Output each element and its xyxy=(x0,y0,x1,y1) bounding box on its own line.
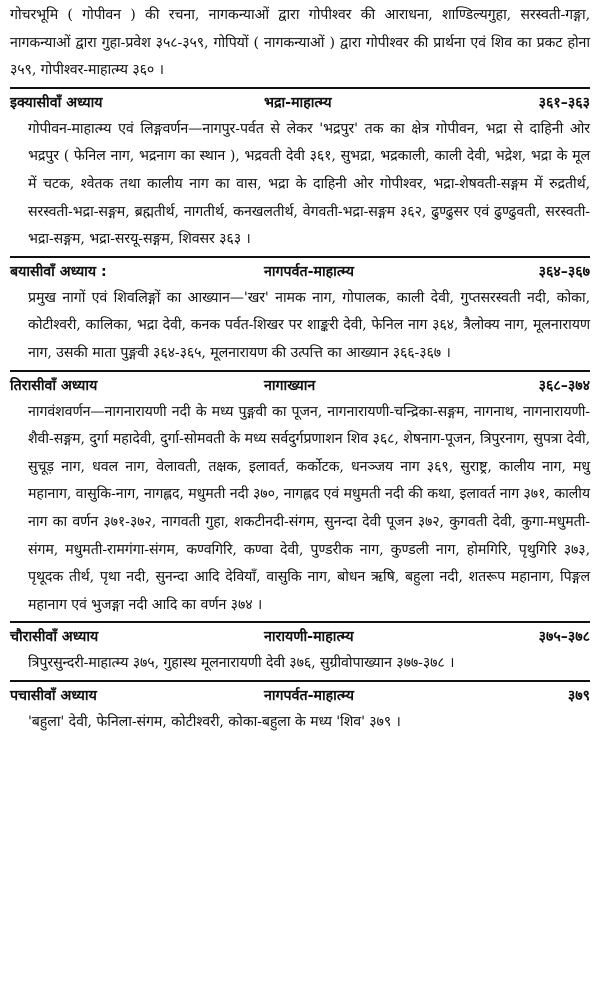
chapter-page-range: ३७५–३७८ xyxy=(538,629,590,646)
chapter-page-range: ३६४–३६७ xyxy=(538,263,590,280)
chapter-heading xyxy=(10,89,590,116)
chapter-summary: गोपीवन-माहात्म्य एवं लिङ्गवर्णन—नागपुर-पर्वत से लेकर 'भद्रपुर' तक का क्षेत्र गोपीवन, भद्रा से दाहिनी ओर भद्रपुर ( फेनिल नाग, भद्रनाग का स्थान ), भद्रवती देवी ३६१, सुभद्रा, भद्रकाली, काली देवी, भद्रेश, भद्रा के मूल में चटक, श्वेतक तथा कालीय नाग का वास, भद्रा के दाहिनी ओर गोपीश्वर, भद्रा-शेषवती-सङ्गम में रुद्रतीर्थ, सरस्वती-भद्रा-सङ्गम, ब्रह्मतीर्थ, नागतीर्थ, कनखलतीर्थ, वेगवती-भद्रा-सङ्गम ३६२, ढुण्ढुसर एवं ढुण्ढुवती, सरस्वती-भद्रा-सङ्गम, भद्रा-सरयू-सङ्गम, शिवसर ३६३ । xyxy=(28,120,590,248)
chapter-heading xyxy=(10,682,590,709)
intro-paragraph: गोचरभूमि ( गोपीवन ) की रचना, नागकन्याओं द्वारा गोपीश्वर की आराधना, शाण्डिल्यगुहा, सरस्वती-गङ्गा, नागकन्याओं द्वारा गुहा-प्रवेश ३५८-३५९, गोपियों ( नागकन्याओं ) द्वारा गोपीश्वर की प्रार्थना एवं शिव का प्रकट होना ३५९, गोपीश्वर-माहात्म्य ३६० । xyxy=(10,7,590,79)
chapter-page-range: ३७९ xyxy=(567,687,590,704)
chapter-summary: त्रिपुरसुन्दरी-माहात्म्य ३७५, गुहास्थ मूलनारायणी देवी ३७६, सुग्रीवोपाख्यान ३७७-३७८ । xyxy=(28,655,455,672)
chapter-summary: 'बहुला' देवी, फेनिला-संगम, कोटीश्वरी, कोका-बहुला के मध्य 'शिव' ३७९ । xyxy=(28,713,401,730)
chapter-title: भद्रा-माहात्म्य xyxy=(264,94,332,111)
chapter-page-range: ३६१–३६३ xyxy=(538,94,590,111)
chapter-page-range: ३६८–३७४ xyxy=(538,377,590,394)
chapter-81 xyxy=(10,87,590,254)
chapter-summary: प्रमुख नागों एवं शिवलिङ्गों का आख्यान—'खर' नामक नाग, गोपालक, काली देवी, गुप्तसरस्वती नदी, कोका, कोटीश्वरी, कालिका, भद्रा देवी, कनक पर्वत-शिखर पर शाङ्करी देवी, फेनिल नाग ३६४, त्रैलोक्य नाग, मूलनारायण नाग, उसकी माता पुङ्गवी ३६४-३६५, मूलनारायण की उत्पत्ति का आख्यान ३६६-३६७ । xyxy=(28,289,590,361)
chapter-summary: नागवंशवर्णन—नागनारायणी नदी के मध्य पुङ्गवी का पूजन, नागनारायणी-चन्द्रिका-सङ्गम, नागनाथ, नागनारायणी-शैवी-सङ्गम, दुर्गा महादेवी, दुर्गा-सोमवती के मध्य सर्वदुर्गप्रणाशन शिव ३६८, शेषनाग-पूजन, त्रिपुरनाग, सुपत्रा देवी, सुचूड़ नाग, धवल नाग, वेलावती, तक्षक, इलावर्त, कर्कोटक, धनञ्जय नाग ३६९, सुराष्ट्र, कालीय नाग, मधु महानाग, वासुकि-नाग, नागह्लद, मधुमती नदी ३७०, नागह्लद एवं मधुमती नदी की कथा, इलावर्त नाग ३७१, कालीय नाग का वर्णन ३७१-३७२, नागवती गुहा, शकटीनदी-संगम, सुनन्दा देवी पूजन ३७२, कुगवती देवी, कुगा-मधुमती-संगम, मधुमती-रामगंगा-संगम, कण्वगिरि, कण्वा देवी, पुण्डरीक नाग, कुण्डली नाग, होमगिरि, पृथुगिरि ३७३, पृथूदक तीर्थ, पृथा नदी, सुनन्दा आदि देवियाँ, वासुकि नाग, बोधन ऋषि, बहुला नदी, शतरूप महानाग, पिङ्गल महानाग एवं भुजङ्गा नदी आदि का वर्णन ३७४ । xyxy=(28,403,590,613)
chapter-82 xyxy=(10,256,590,368)
chapter-83 xyxy=(10,370,590,620)
chapter-85 xyxy=(10,680,590,737)
chapter-label: तिरासीवाँ अध्याय xyxy=(10,377,98,394)
chapter-label: इक्यासीवाँ अध्याय xyxy=(10,94,103,111)
chapter-heading xyxy=(10,258,590,285)
chapter-label: चौरासीवाँ अध्याय xyxy=(10,629,99,646)
chapter-title: नागपर्वत-माहात्म्य xyxy=(264,687,354,704)
chapter-title: नारायणी-माहात्म्य xyxy=(264,629,354,646)
chapter-heading xyxy=(10,372,590,399)
chapter-title: नागपर्वत-माहात्म्य xyxy=(264,263,354,280)
chapter-label: पचासीवाँ अध्याय xyxy=(10,687,97,704)
chapter-heading xyxy=(10,623,590,650)
chapter-title: नागाख्यान xyxy=(264,377,316,394)
chapter-label: बयासीवाँ अध्याय : xyxy=(10,263,107,280)
chapter-84 xyxy=(10,621,590,678)
